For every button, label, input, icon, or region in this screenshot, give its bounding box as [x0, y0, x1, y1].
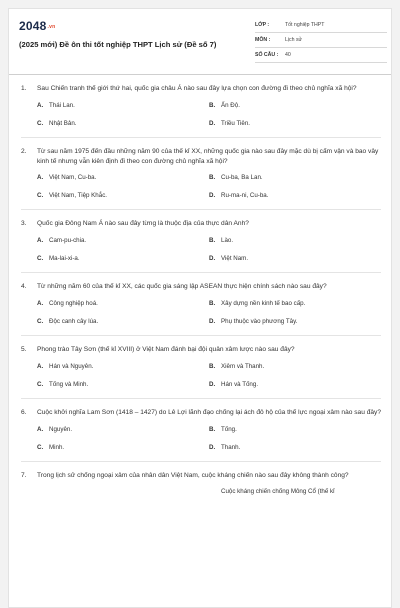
- answer-options: [37, 102, 381, 128]
- answer-option-d[interactable]: [209, 381, 381, 389]
- option-letter: D.: [209, 255, 216, 263]
- option-letter: B.: [209, 237, 216, 245]
- answer-options: [37, 488, 381, 496]
- option-text: Cuộc kháng chiến chống Mông Cổ (thế kỉ: [221, 488, 335, 496]
- answer-option-b[interactable]: [209, 174, 381, 182]
- option-letter: [209, 488, 221, 496]
- option-letter: D.: [209, 380, 216, 388]
- option-text: Triều Tiên.: [221, 119, 250, 127]
- exam-header: [9, 9, 391, 75]
- answer-option-a[interactable]: [37, 102, 209, 110]
- option-text: Tống và Minh.: [49, 380, 89, 388]
- answer-option-d[interactable]: [209, 120, 381, 128]
- option-letter: D.: [209, 192, 216, 200]
- option-text: Minh.: [49, 443, 65, 451]
- option-text: Thanh.: [221, 443, 241, 451]
- option-text: Hán và Nguyên.: [49, 362, 94, 370]
- answer-option-c[interactable]: [37, 318, 209, 326]
- answer-option-a[interactable]: [37, 174, 209, 182]
- option-letter: A.: [37, 425, 44, 433]
- question-number: 3.: [21, 220, 27, 228]
- option-letter: [37, 488, 49, 496]
- answer-option-a[interactable]: [37, 426, 209, 434]
- option-text: Nguyên.: [49, 425, 73, 433]
- option-text: Ru-ma-ni, Cu-ba.: [221, 192, 269, 200]
- option-text: Xây dựng nền kinh tế bao cấp.: [221, 299, 306, 307]
- question-item: [21, 462, 381, 506]
- question-item: [21, 138, 381, 211]
- exam-meta: [255, 18, 387, 63]
- meta-row-subject: [255, 33, 387, 48]
- option-letter: C.: [37, 443, 44, 451]
- question-list: [9, 75, 391, 505]
- meta-label: MÔN :: [255, 37, 271, 43]
- question-number: 4.: [21, 283, 27, 291]
- answer-options: [37, 426, 381, 452]
- option-text: Thái Lan.: [49, 101, 75, 109]
- question-item: [21, 273, 381, 336]
- question-number: 5.: [21, 345, 27, 353]
- option-letter: C.: [37, 380, 44, 388]
- option-text: Nhật Bản.: [49, 119, 77, 127]
- answer-options: [37, 300, 381, 326]
- meta-row-class: [255, 18, 387, 33]
- option-text: Việt Nam, Cu-ba.: [49, 174, 97, 182]
- question-text: Từ sau năm 1975 đến đầu những năm 90 của thế kỉ XX, những quốc gia nào sau đây mặc dù bị cấm vận và bao vây kinh tế nhưng vẫn kiên định đi theo con đường chủ nghĩa xã hội?: [37, 147, 379, 165]
- question-item: [21, 210, 381, 273]
- option-letter: C.: [37, 255, 44, 263]
- option-text: Xiêm và Thanh.: [221, 362, 265, 370]
- question-text: Trong lịch sử chống ngoại xâm của nhân dân Việt Nam, cuộc kháng chiến nào sau đây không thành công?: [37, 471, 349, 479]
- option-letter: D.: [209, 317, 216, 325]
- question-text: Quốc gia Đông Nam Á nào sau đây từng là thuộc địa của thực dân Anh?: [37, 220, 249, 228]
- option-letter: D.: [209, 443, 216, 451]
- question-text: Từ những năm 60 của thế kỉ XX, các quốc gia sáng lập ASEAN thực hiện chính sách nào sau đây?: [37, 283, 327, 291]
- answer-option-c[interactable]: [37, 120, 209, 128]
- question-number: 1.: [21, 85, 27, 92]
- answer-options: [37, 237, 381, 263]
- option-letter: B.: [209, 299, 216, 307]
- answer-options: [37, 174, 381, 200]
- question-text: Sau Chiến tranh thế giới thứ hai, quốc gia châu Á nào sau đây lựa chọn con đường đi theo chủ nghĩa xã hội?: [37, 85, 357, 92]
- answer-option-a[interactable]: [37, 363, 209, 371]
- option-letter: C.: [37, 192, 44, 200]
- question-number: 6.: [21, 408, 27, 416]
- meta-label: SỐ CÂU :: [255, 52, 279, 58]
- answer-option-a[interactable]: [37, 237, 209, 245]
- exam-page: [8, 8, 392, 608]
- question-item: [21, 399, 381, 462]
- option-text: Phụ thuộc vào phương Tây.: [221, 317, 298, 325]
- answer-option-b[interactable]: [209, 300, 381, 308]
- option-text: Cu-ba, Ba Lan.: [221, 174, 263, 182]
- question-text: Phong trào Tây Sơn (thế kỉ XVIII) ở Việt Nam đánh bại đội quân xâm lược nào sau đây?: [37, 345, 295, 353]
- answer-option-d[interactable]: [209, 318, 381, 326]
- logo-domain: .vn: [47, 24, 56, 30]
- option-text: Tống.: [221, 425, 237, 433]
- option-letter: A.: [37, 174, 44, 182]
- answer-option-c[interactable]: [37, 192, 209, 200]
- question-item: [21, 336, 381, 399]
- answer-option-b[interactable]: [209, 102, 381, 110]
- answer-option-a[interactable]: [37, 488, 209, 496]
- option-letter: A.: [37, 101, 44, 109]
- option-letter: B.: [209, 362, 216, 370]
- option-text: Ma-lai-xi-a.: [49, 255, 80, 263]
- option-text: Cam-pu-chia.: [49, 237, 87, 245]
- question-number: 7.: [21, 471, 27, 479]
- option-text: Độc canh cây lúa.: [49, 317, 99, 325]
- option-letter: A.: [37, 237, 44, 245]
- exam-title: (2025 mới) Đề ôn thi tốt nghiệp THPT Lịch sử (Đề số 7): [19, 40, 217, 49]
- answer-option-b[interactable]: [209, 426, 381, 434]
- option-letter: C.: [37, 119, 44, 127]
- option-text: Việt Nam, Tiệp Khắc.: [49, 192, 108, 200]
- option-letter: A.: [37, 362, 44, 370]
- answer-option-b[interactable]: [209, 237, 381, 245]
- meta-value: Tốt nghiệp THPT: [285, 22, 325, 28]
- question-text: Cuộc khởi nghĩa Lam Sơn (1418 – 1427) do Lê Lợi lãnh đạo chống lại ách đô hộ của thế lực ngoại xâm nào sau đây?: [37, 408, 382, 416]
- answer-option-d[interactable]: [209, 444, 381, 452]
- meta-label: LỚP :: [255, 22, 270, 28]
- option-letter: B.: [209, 425, 216, 433]
- answer-option-b[interactable]: [209, 363, 381, 371]
- answer-option-c[interactable]: [37, 444, 209, 452]
- meta-row-count: [255, 48, 387, 63]
- option-letter: D.: [209, 119, 216, 127]
- answer-option-d[interactable]: [209, 255, 381, 263]
- question-item: [21, 75, 381, 138]
- option-text: Hán và Tống.: [221, 380, 259, 388]
- meta-value: Lịch sử: [285, 37, 303, 43]
- logo-text: 2048: [19, 19, 47, 33]
- answer-options: [37, 363, 381, 389]
- option-text: Lào.: [221, 237, 234, 245]
- option-letter: C.: [37, 317, 44, 325]
- option-letter: A.: [37, 299, 44, 307]
- answer-option-c[interactable]: [37, 255, 209, 263]
- meta-value: 40: [285, 52, 291, 58]
- answer-option-b[interactable]: [209, 488, 381, 496]
- option-letter: B.: [209, 101, 216, 109]
- option-text: Ấn Độ.: [221, 101, 240, 109]
- option-text: Việt Nam.: [221, 255, 249, 263]
- question-number: 2.: [21, 147, 27, 155]
- option-letter: B.: [209, 174, 216, 182]
- answer-option-c[interactable]: [37, 381, 209, 389]
- answer-option-d[interactable]: [209, 192, 381, 200]
- site-logo[interactable]: [19, 19, 55, 33]
- option-text: Công nghiệp hoá.: [49, 299, 98, 307]
- answer-option-a[interactable]: [37, 300, 209, 308]
